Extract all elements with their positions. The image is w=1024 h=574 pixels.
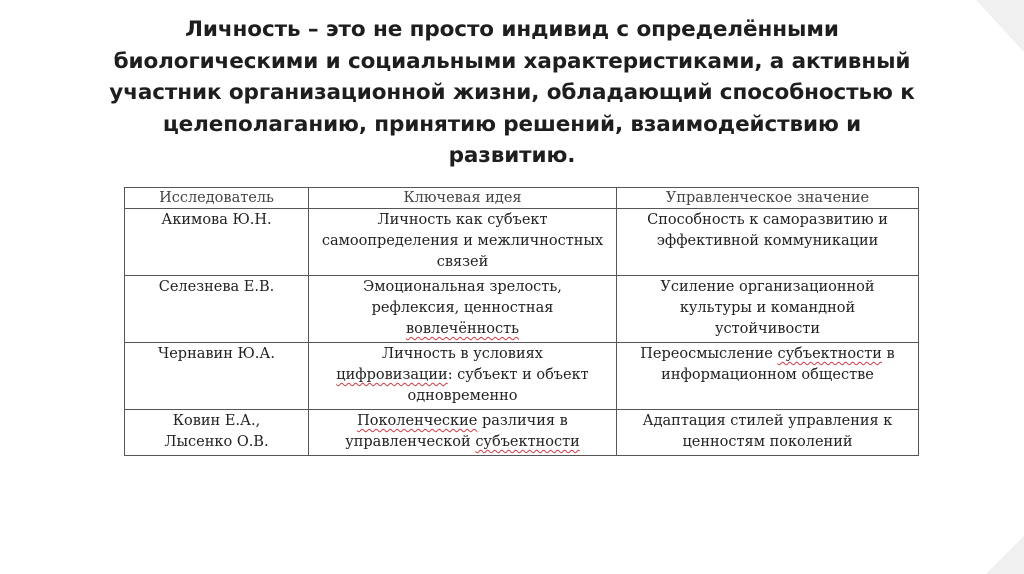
corner-decoration-top (976, 0, 1024, 52)
cell-line (314, 319, 611, 340)
title-line: Личность – это не просто индивид с определёнными (185, 17, 839, 42)
header-management-significance: Управленческое значение (617, 188, 919, 209)
cell-text: Селезнева Е.В. (158, 279, 275, 295)
cell-text: Личность в условиях (382, 346, 543, 362)
cell-text: эффективной коммуникации (656, 233, 879, 249)
title-line: участник организационной жизни, обладающий способностью к (109, 80, 915, 105)
cell-text: культуры и командной (679, 300, 856, 316)
cell-text: Ковин Е.А., (172, 413, 261, 429)
corner-decoration-bottom (986, 536, 1024, 574)
cell-text: связей (436, 254, 489, 270)
title-line: целеполаганию, принятию решений, взаимодействию и (162, 111, 862, 137)
cell-text: Адаптация стилей управления к (642, 413, 893, 429)
spellcheck-underlined-word: вовлечённость (405, 321, 520, 337)
researchers-table-wrap (124, 187, 918, 456)
cell-line (314, 432, 611, 453)
title-line: биологическими и социальными характеристиками, а активный (113, 48, 911, 74)
cell-idea (309, 276, 617, 343)
header-researcher: Исследователь (125, 188, 309, 209)
cell-researcher (125, 343, 309, 410)
table-row (125, 276, 919, 343)
cell-text: Чернавин Ю.А. (158, 346, 275, 362)
cell-text: управленческой (345, 434, 476, 450)
cell-text: Эмоциональная зрелость, (363, 279, 562, 295)
cell-idea (309, 209, 617, 276)
cell-idea (309, 343, 617, 410)
cell-text: Акимова Ю.Н. (161, 212, 272, 228)
cell-line (314, 411, 611, 432)
cell-text: Способность к саморазвитию и (647, 212, 888, 228)
table-row (125, 209, 919, 276)
cell-text: Переосмысление (640, 346, 778, 362)
researchers-table (124, 187, 919, 456)
spellcheck-underlined-word: субъектности (475, 434, 580, 450)
cell-line (314, 365, 611, 386)
cell-text: : субъект и объект (447, 367, 589, 383)
cell-text: Личность как субъект (377, 212, 548, 228)
cell-text: информационном обществе (661, 367, 874, 383)
cell-text: устойчивости (714, 321, 821, 337)
cell-text: самоопределения и межличностных (321, 233, 604, 249)
cell-significance (617, 276, 919, 343)
cell-text: Усиление организационной (660, 279, 875, 295)
table-header-row (125, 188, 919, 209)
cell-researcher (125, 209, 309, 276)
cell-researcher (125, 410, 309, 456)
cell-significance (617, 209, 919, 276)
cell-text: рефлексия, ценностная (371, 300, 554, 316)
spellcheck-underlined-word: цифровизации (336, 367, 448, 383)
cell-line (622, 344, 913, 365)
cell-significance (617, 343, 919, 410)
slide-title (80, 14, 944, 172)
spellcheck-underlined-word: субъектности (777, 346, 882, 362)
table-row (125, 343, 919, 410)
table-row (125, 410, 919, 456)
spellcheck-underlined-word: Поколенческие (357, 413, 478, 429)
cell-text: ценностям поколений (682, 434, 853, 450)
cell-text: в (881, 346, 895, 362)
cell-researcher (125, 276, 309, 343)
cell-text: Лысенко О.В. (164, 434, 269, 450)
title-line: развитию. (448, 143, 576, 168)
cell-text: одновременно (407, 388, 518, 404)
header-key-idea: Ключевая идея (309, 188, 617, 209)
cell-text: различия в (477, 413, 568, 429)
cell-idea (309, 410, 617, 456)
cell-significance (617, 410, 919, 456)
